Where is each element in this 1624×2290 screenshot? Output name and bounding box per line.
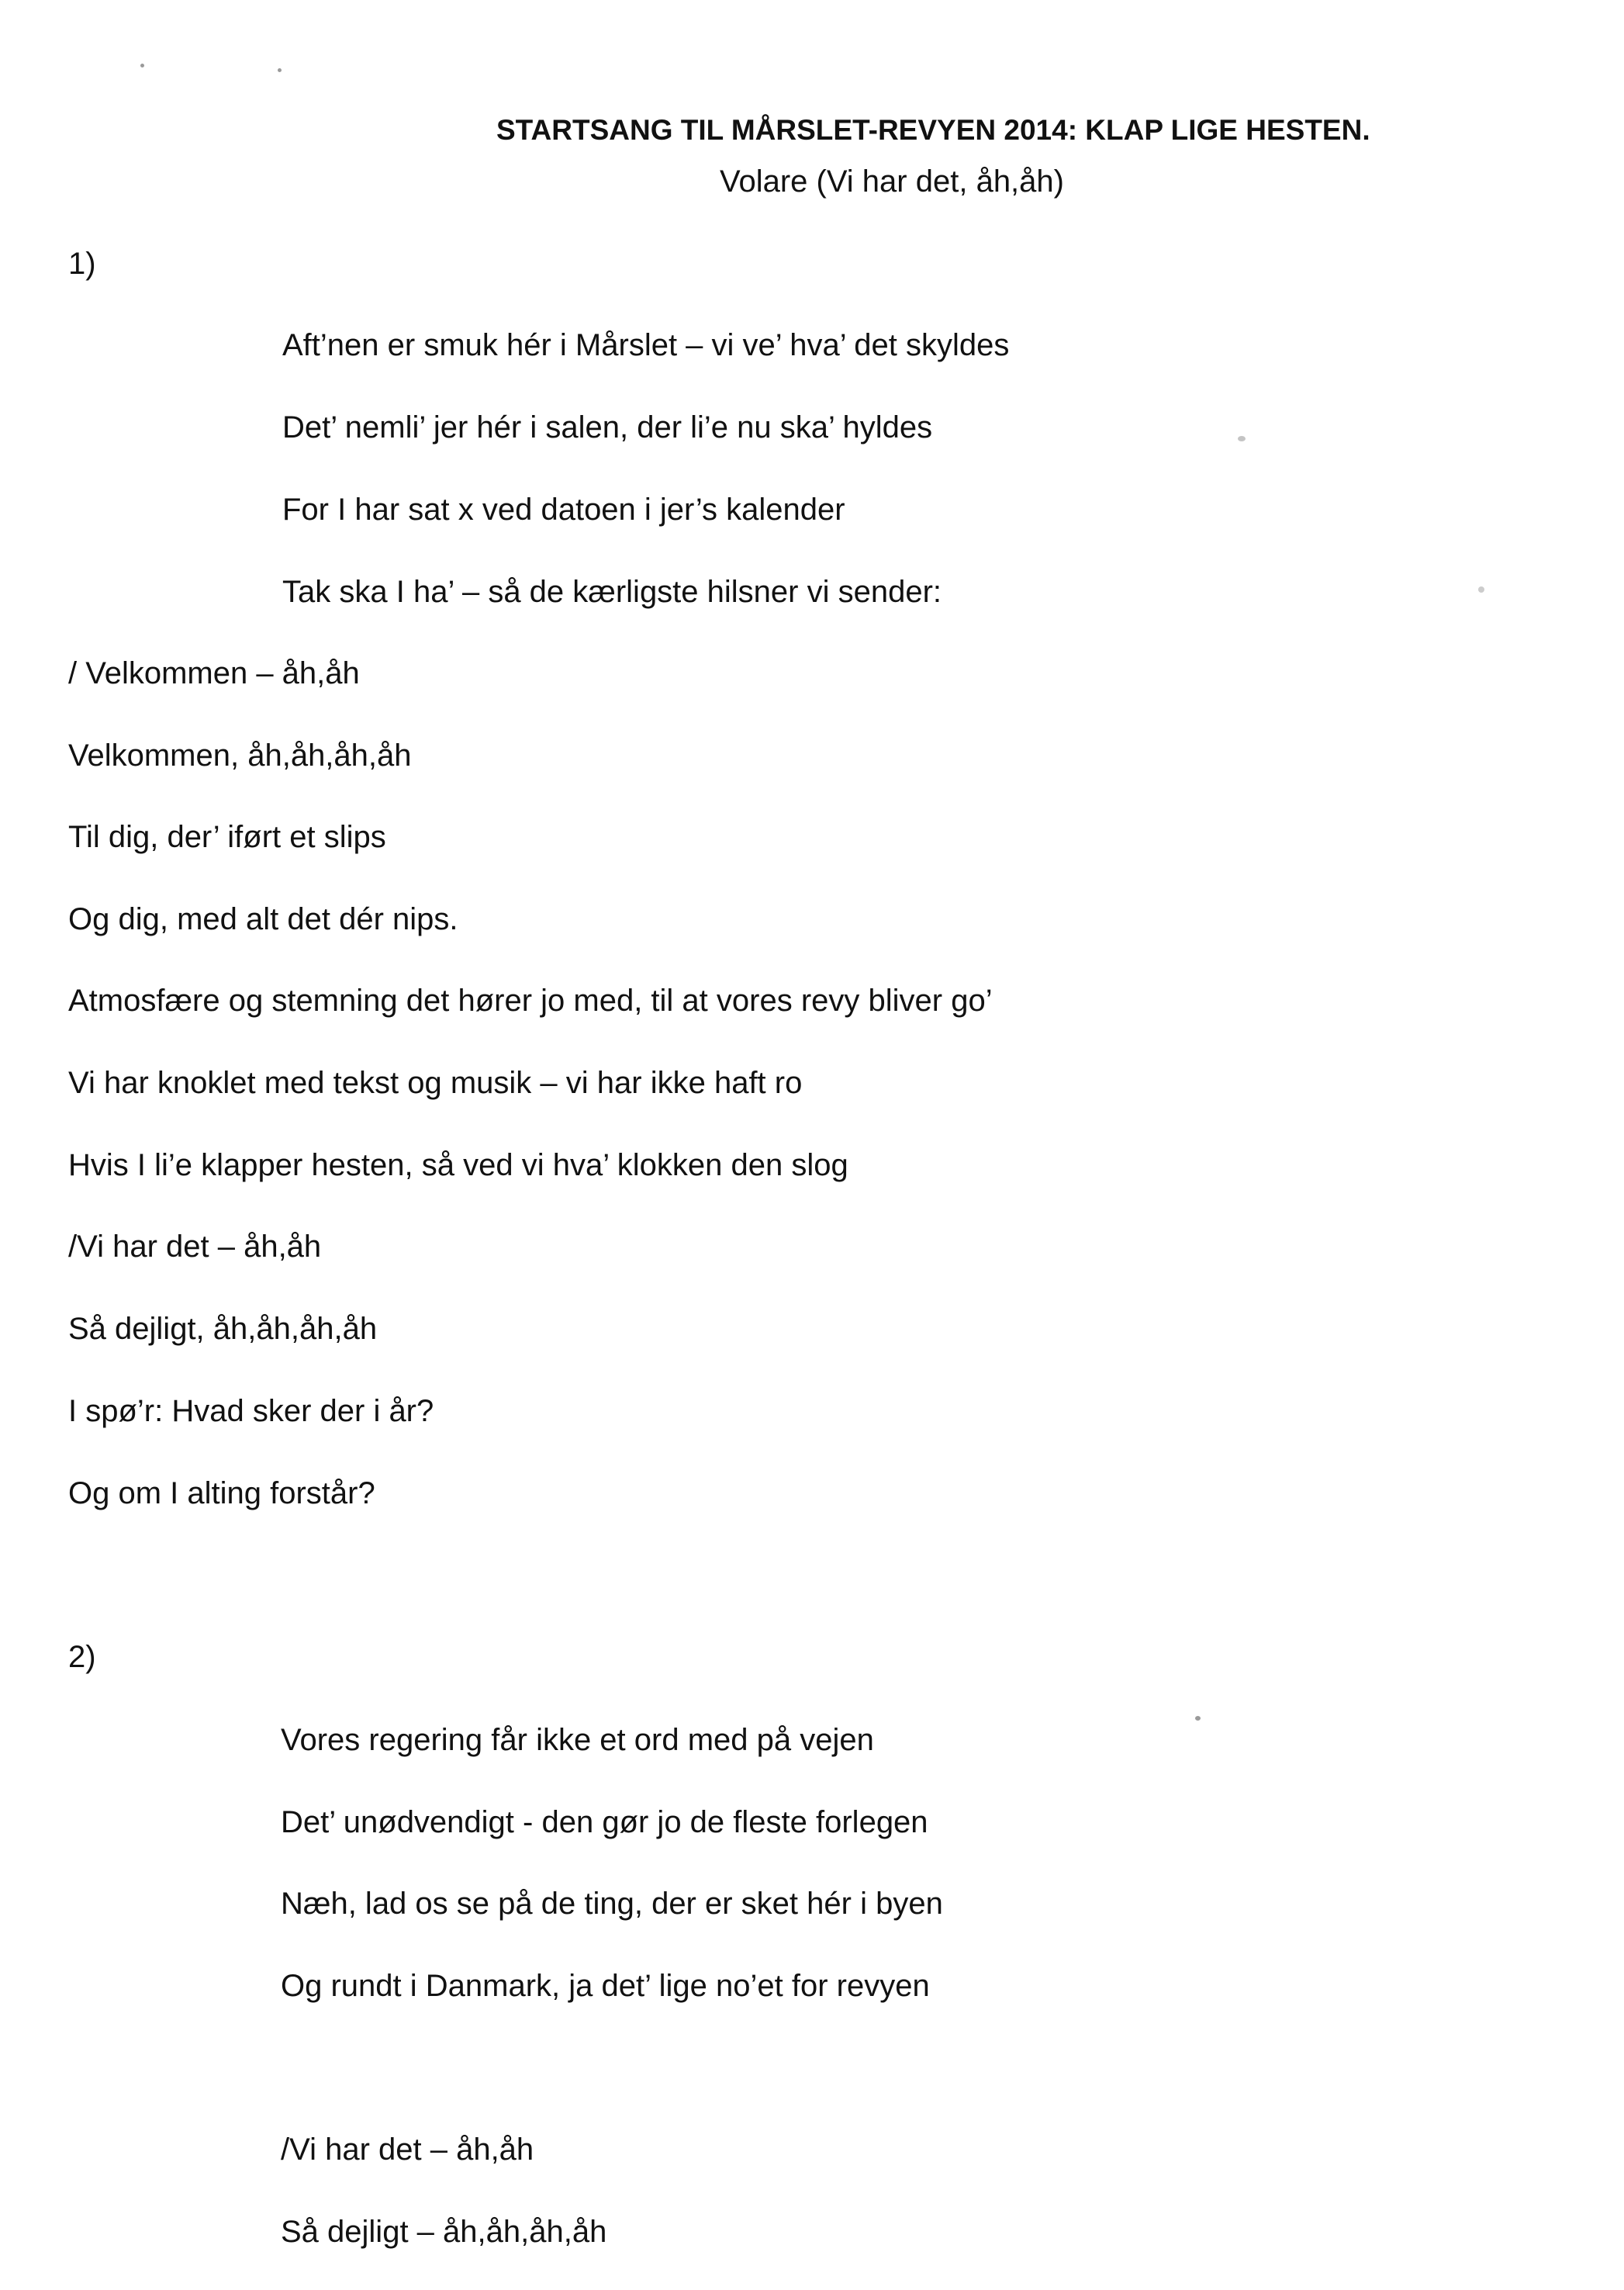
chorus-line: Så dejligt, åh,åh,åh,åh: [68, 1312, 378, 1346]
scan-speck: [1478, 586, 1484, 593]
verse-line: Aft’nen er smuk hér i Mårslet – vi ve’ hva’ det skyldes: [282, 328, 1010, 362]
verse-line: Det’ nemli’ jer hér i salen, der li’e nu ska’ hyldes: [282, 410, 933, 445]
chorus-line: / Velkommen – åh,åh: [68, 656, 360, 690]
chorus-line: Hvis I li’e klapper hesten, så ved vi hva’ klokken den slog: [68, 1148, 848, 1182]
chorus-line: Velkommen, åh,åh,åh,åh: [68, 739, 412, 773]
chorus-line: /Vi har det – åh,åh: [281, 2133, 534, 2167]
scan-speck: [1195, 1716, 1201, 1721]
chorus-line: Atmosfære og stemning det hører jo med, til at vores revy bliver go’: [68, 984, 993, 1018]
chorus-line: Og dig, med alt det dér nips.: [68, 902, 458, 936]
verse-line: For I har sat x ved datoen i jer’s kalender: [282, 493, 845, 527]
verse-line: Tak ska I ha’ – så de kærligste hilsner vi sender:: [282, 575, 942, 609]
verse-line: Det’ unødvendigt - den gør jo de fleste forlegen: [281, 1805, 928, 1839]
scan-speck: [1238, 436, 1246, 441]
page-subtitle: Volare (Vi har det, åh,åh): [720, 164, 1064, 199]
page-title: STARTSANG TIL MÅRSLET-REVYEN 2014: KLAP LIGE HESTEN.: [496, 114, 1370, 146]
chorus-line: /Vi har det – åh,åh: [68, 1230, 322, 1264]
scan-speck: [140, 64, 144, 67]
verse-line: Og rundt i Danmark, ja det’ lige no’et for revyen: [281, 1969, 930, 2003]
verse-number: 2): [68, 1640, 96, 1674]
verse-line: Vores regering får ikke et ord med på vejen: [281, 1723, 874, 1757]
verse-line: Næh, lad os se på de ting, der er sket hér i byen: [281, 1887, 943, 1921]
chorus-line: Vi har knoklet med tekst og musik – vi har ikke haft ro: [68, 1066, 803, 1100]
scan-speck: [278, 68, 282, 72]
chorus-line: Til dig, der’ iført et slips: [68, 820, 386, 854]
chorus-line: Så dejligt – åh,åh,åh,åh: [281, 2215, 607, 2249]
chorus-line: Og om I alting forstår?: [68, 1476, 375, 1510]
verse-number: 1): [68, 247, 96, 281]
chorus-line: I spø’r: Hvad sker der i år?: [68, 1394, 434, 1428]
